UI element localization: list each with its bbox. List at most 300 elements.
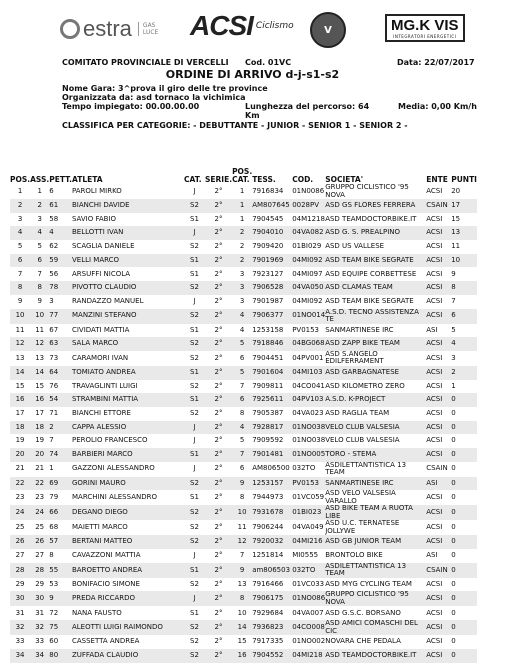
cell-atleta: BIANCHI ETTORE	[71, 409, 131, 418]
cell-pos-cat: 6	[239, 464, 245, 473]
cell-pos: 26	[10, 535, 30, 549]
cell-ente: ACSI	[426, 421, 451, 435]
cell-cat: S1	[190, 325, 199, 334]
cell-pos-cat: 8	[239, 409, 245, 418]
cell-pos-cat: 9	[232, 563, 252, 578]
club-crest-logo: V	[310, 12, 346, 48]
cell-ass: 19	[35, 436, 45, 445]
cell-tess: 7906175	[252, 591, 292, 606]
cell-serie: 2°	[205, 254, 232, 268]
cell-punti: 0	[451, 579, 456, 588]
table-row	[10, 281, 477, 295]
cell-ass: 23	[35, 493, 45, 502]
cell-cod: 04MI092	[292, 296, 323, 305]
cell-cat: S2	[190, 637, 199, 646]
table-row	[10, 324, 477, 338]
mgk-vis-logo: MG.K VIS INTEGRATORI ENERGETICI	[385, 14, 465, 42]
cell-ass: 13	[35, 353, 45, 362]
cell-cod: 01VC059	[292, 493, 325, 502]
cell-cat: S2	[184, 199, 205, 213]
cell-pos-cat: 3	[232, 281, 252, 295]
col-pett: PETT.	[49, 175, 72, 184]
cell-atleta: BELLOTTI IVAN	[72, 226, 184, 240]
cell-cod: 01NO038	[292, 421, 325, 435]
table-row	[10, 448, 477, 462]
cell-pos-cat: 8	[232, 591, 252, 606]
cell-cat: J	[193, 436, 196, 445]
cell-pos: 5	[17, 242, 23, 251]
cell-cat: S1	[184, 366, 205, 380]
results-table	[10, 168, 477, 663]
cell-atleta: STRAMBINI MATTIA	[72, 393, 184, 407]
cell-tess: am806503	[252, 563, 292, 578]
col-serie: SERIE.	[204, 175, 233, 184]
cell-pett: 2	[49, 421, 72, 435]
cell-serie: 2°	[214, 436, 223, 445]
cell-pett: 67	[49, 325, 59, 334]
cell-cat: S2	[184, 620, 205, 635]
cell-atleta: CIVIDATI MATTIA	[71, 325, 130, 334]
cell-pos: 8	[10, 281, 30, 295]
cell-cat: S2	[184, 477, 205, 491]
cell-ass: 27	[35, 551, 45, 560]
cell-pett: 71	[49, 409, 59, 418]
cell-ente: ACSI	[426, 393, 451, 407]
cell-pos-cat: 5	[232, 366, 252, 380]
cell-cat: S1	[184, 448, 205, 462]
cell-punti: 0	[451, 591, 477, 606]
cell-societa: VELO CLUB VALSESIA	[325, 436, 400, 445]
cell-serie: 2°	[214, 608, 223, 617]
cell-ente: CSAIN	[426, 199, 451, 213]
cell-punti: 0	[451, 620, 477, 635]
cell-pos-cat: 15	[237, 637, 247, 646]
cell-atleta: SALA MARCO	[72, 337, 184, 351]
cell-cod: 01NO086	[292, 591, 325, 606]
cell-cod: 01BI029	[292, 242, 322, 251]
cell-serie: 2°	[214, 493, 223, 502]
cell-cod: 04MI103	[292, 366, 325, 380]
cell-atleta: BIANCHI DAVIDE	[72, 199, 184, 213]
cell-cod: 04VA007	[292, 608, 324, 617]
cell-tess: 7944973	[252, 493, 284, 502]
cell-pos: 11	[15, 325, 25, 334]
cell-punti: 0	[451, 637, 456, 646]
cell-ass: 9	[37, 296, 42, 305]
cell-serie: 2°	[214, 637, 223, 646]
cell-pos-cat: 13	[237, 579, 247, 588]
cell-pos-cat: 5	[239, 436, 245, 445]
cell-atleta: SAVIO FABIO	[71, 214, 117, 223]
cell-punti: 0	[451, 649, 477, 663]
cell-ente: ACSI	[426, 523, 443, 532]
cell-cod: 04PV001	[292, 353, 324, 362]
cell-ente: ACSI	[426, 505, 451, 520]
cell-atleta: CASSETTA ANDREA	[71, 637, 140, 646]
table-row	[10, 490, 477, 505]
cell-punti: 0	[451, 477, 477, 491]
cell-cat: S2	[190, 242, 199, 251]
cell-societa: ASD EQUIPE CORBETTESE	[325, 269, 417, 278]
cell-pett: 8	[49, 551, 54, 560]
cell-ente: ACSI	[426, 269, 443, 278]
col-tess: TESS.	[252, 175, 276, 184]
col-punti: PUNTI	[451, 175, 477, 184]
cell-pos-cat: 7	[232, 448, 252, 462]
acsi-logo: ACSI Ciclismo	[190, 10, 294, 41]
cell-cod: 01NO002	[292, 637, 326, 646]
cell-ente: ACSI	[426, 226, 451, 240]
cell-pos-cat: 1	[232, 199, 252, 213]
cell-ente: ACSI	[426, 242, 443, 251]
cell-punti: 17	[451, 199, 477, 213]
cell-tess: 7906528	[252, 281, 292, 295]
cell-tess: 1253158	[252, 325, 284, 334]
table-row	[10, 337, 477, 351]
cell-ente: ACSI	[426, 296, 443, 305]
cell-ente: ACSI	[426, 579, 443, 588]
cell-cod: 04CO041	[292, 381, 325, 390]
cell-ass: 1	[37, 186, 42, 195]
cell-societa: ASD CLAMAS TEAM	[325, 281, 426, 295]
cell-pos-cat: 14	[232, 620, 252, 635]
cell-cat: S2	[190, 353, 199, 362]
cell-serie: 2°	[214, 296, 223, 305]
cell-ente: ASI	[426, 551, 438, 560]
cell-pett: 56	[49, 269, 59, 278]
average-speed: Media: 0,00 Km/h	[398, 102, 477, 111]
cell-pos-cat: 7	[239, 551, 245, 560]
cell-punti: 0	[451, 505, 477, 520]
cell-ente: ACSI	[426, 535, 451, 549]
cell-ente: ACSI	[426, 409, 443, 418]
cell-tess: 7905387	[252, 409, 284, 418]
cell-ass: 7	[37, 269, 42, 278]
table-row	[10, 267, 477, 281]
cell-cat: S2	[184, 309, 205, 324]
cell-ass: 17	[35, 409, 45, 418]
cell-serie: 2°	[214, 214, 223, 223]
cell-atleta: MARCHINI ALESSANDRO	[71, 493, 157, 502]
cell-serie: 2°	[214, 523, 223, 532]
cell-punti: 5	[451, 325, 456, 334]
cell-serie: 2°	[214, 551, 223, 560]
cell-societa: ASD TEAMDOCTORBIKE.IT	[325, 214, 417, 223]
estra-logo: estra GAS LUCE	[60, 16, 158, 42]
cell-ente: ACSI	[426, 254, 451, 268]
cell-tess: 7904545	[252, 214, 284, 223]
cell-cat: S2	[184, 281, 205, 295]
cell-pos: 18	[10, 421, 30, 435]
cell-pos-cat: 16	[232, 649, 252, 663]
cell-pos-cat: 3	[239, 269, 245, 278]
cell-pett: 77	[49, 309, 72, 324]
cell-tess: 1253157	[252, 477, 292, 491]
col-societa: SOCIETA'	[325, 175, 364, 184]
cell-pett: 78	[49, 281, 72, 295]
cell-pos: 32	[10, 620, 30, 635]
cell-ente: CSAIN	[426, 563, 451, 578]
cell-ass: 8	[30, 281, 49, 295]
cell-serie: 2°	[205, 226, 232, 240]
cell-atleta: ALEOTTI LUIGI RAIMONDO	[72, 620, 184, 635]
cell-serie: 2°	[214, 579, 223, 588]
table-row	[10, 295, 477, 309]
cell-ass: 28	[30, 563, 49, 578]
cell-pos: 6	[10, 254, 30, 268]
sponsor-logos	[0, 10, 505, 52]
cell-cod: 032TO	[292, 464, 316, 473]
cell-serie: 2°	[214, 186, 223, 195]
cell-pos: 17	[15, 409, 25, 418]
cell-societa: VELO CLUB VALSESIA	[325, 421, 426, 435]
cell-cat: J	[193, 186, 196, 195]
cell-serie: 2°	[214, 242, 223, 251]
cell-punti: 0	[451, 393, 477, 407]
cell-cod: PV0153	[292, 325, 320, 334]
cell-pett: 66	[49, 505, 72, 520]
cell-tess: 7909592	[252, 436, 284, 445]
cell-tess: 7906377	[252, 309, 292, 324]
cell-pett: 9	[49, 591, 72, 606]
cell-punti: 11	[451, 242, 461, 251]
cell-cat: S2	[190, 579, 199, 588]
cell-pett: 3	[49, 296, 54, 305]
cell-societa: ASD VELO VALSESIA VARALLO	[325, 490, 396, 505]
table-row	[10, 520, 477, 535]
cell-punti: 8	[451, 281, 477, 295]
cell-ass: 5	[37, 242, 42, 251]
cell-pos: 30	[10, 591, 30, 606]
cell-societa: ASD AMICI COMASCHI DEL CIC	[325, 620, 426, 635]
cell-cat: S2	[190, 409, 199, 418]
cell-atleta: CAPPA ALESSIO	[72, 421, 184, 435]
cell-cod: 04PV103	[292, 393, 325, 407]
cell-cat: J	[184, 421, 205, 435]
cell-societa: ASD TEAM BIKE SEGRATE	[325, 296, 414, 305]
cell-societa: ASD G. S. PREALPINO	[325, 226, 426, 240]
committee-code: Cod. 01VC	[245, 58, 292, 67]
table-row	[10, 591, 477, 606]
cell-ente: ASI	[426, 325, 438, 334]
cell-ente: ACSI	[426, 637, 443, 646]
col-cod: COD.	[292, 175, 314, 184]
cell-ente: CSAIN	[426, 464, 448, 473]
cell-pos-cat: 2	[232, 254, 252, 268]
cell-serie: 2°	[214, 269, 223, 278]
cell-pos-cat: 9	[232, 477, 252, 491]
col-ente: ENTE	[426, 175, 448, 184]
cell-serie: 2°	[205, 563, 232, 578]
estra-ring-icon	[60, 19, 80, 39]
cell-cat: J	[184, 226, 205, 240]
cell-tess: 1251814	[252, 551, 284, 560]
cell-pett: 57	[49, 535, 72, 549]
committee-name: COMITATO PROVINCIALE DI VERCELLI	[62, 58, 229, 67]
cell-punti: 0	[451, 409, 456, 418]
cell-cat: S1	[184, 563, 205, 578]
cell-ass: 25	[35, 523, 45, 532]
cell-ass: 32	[30, 620, 49, 635]
cell-cod: 01BI023	[292, 505, 325, 520]
col-atleta: ATLETA	[71, 175, 103, 184]
table-row	[10, 309, 477, 324]
cell-societa: ASD G.S.C. BORSANO	[325, 608, 401, 617]
cell-cat: S1	[190, 493, 199, 502]
cell-pos: 3	[17, 214, 23, 223]
cell-cod: 01N0086	[292, 186, 325, 195]
cell-pos: 14	[10, 366, 30, 380]
cell-ass: 18	[30, 421, 49, 435]
cell-pett: 4	[49, 226, 72, 240]
cell-atleta: CAVAZZONI MATTIA	[71, 551, 141, 560]
cell-pett: 74	[49, 448, 72, 462]
cell-pett: 55	[49, 563, 72, 578]
cell-societa: ASDILETTANTISTICA 13 TEAM	[325, 461, 407, 477]
cell-atleta: GAZZONI ALESSANDRO	[71, 464, 155, 473]
cell-societa: SANMARTINESE IRC	[325, 477, 426, 491]
cell-ente: ACSI	[426, 381, 443, 390]
cell-pos-cat: 4	[232, 309, 252, 324]
cell-societa: ASD GB JUNIOR TEAM	[325, 535, 426, 549]
cell-atleta: MAIETTI MARCO	[71, 523, 128, 532]
cell-societa: A.S.D. K-PROJECT	[325, 393, 426, 407]
col-ass: ASS.	[30, 175, 50, 184]
cell-pos: 21	[15, 464, 25, 473]
cell-serie: 2°	[214, 325, 223, 334]
cell-societa: ASD MYG CYCLING TEAM	[325, 579, 412, 588]
cell-tess: 7904010	[252, 226, 292, 240]
table-row	[10, 635, 477, 649]
cell-serie: 2°	[205, 309, 232, 324]
cell-ass: 24	[30, 505, 49, 520]
cell-cat: S2	[184, 535, 205, 549]
cell-punti: 2	[451, 366, 477, 380]
cell-serie: 2°	[205, 199, 232, 213]
cell-ass: 3	[37, 214, 42, 223]
cell-ente: ACSI	[426, 337, 451, 351]
cell-cat: J	[184, 591, 205, 606]
cell-atleta: ZUFFADA CLAUDIO	[72, 649, 184, 663]
cell-ente: ASI	[426, 477, 451, 491]
cell-societa: ASD KILOMETRO ZERO	[325, 381, 405, 390]
table-row	[10, 184, 477, 199]
cell-tess: 7916834	[252, 186, 284, 195]
cell-pos: 27	[15, 551, 25, 560]
cell-tess: AM807645	[252, 199, 292, 213]
cell-pos-cat: 6	[239, 353, 245, 362]
cell-serie: 2°	[214, 409, 223, 418]
cell-societa: ASD ZAPP BIKE TEAM	[325, 337, 426, 351]
cell-cat: J	[193, 464, 196, 473]
cell-punti: 0	[451, 551, 456, 560]
table-row	[10, 380, 477, 394]
cell-ente: ACSI	[426, 309, 451, 324]
cell-pett: 1	[49, 464, 54, 473]
cell-pos-cat: 5	[232, 337, 252, 351]
cell-cod: 04VA082	[292, 226, 325, 240]
cell-pett: 7	[49, 436, 54, 445]
cell-pett: 59	[49, 254, 72, 268]
page-title: ORDINE DI ARRIVO d-j-s1-s2	[165, 68, 340, 81]
cell-cod: 04VA050	[292, 281, 325, 295]
cell-tess: 7931678	[252, 505, 292, 520]
cell-cat: S1	[190, 214, 199, 223]
cell-pett: 63	[49, 337, 72, 351]
cell-pett: 79	[49, 493, 59, 502]
cell-ass: 11	[35, 325, 45, 334]
cell-pett: 62	[49, 242, 59, 251]
cell-ass: 31	[35, 608, 45, 617]
cell-societa: ASDILETTANTISTICA 13 TEAM	[325, 563, 426, 578]
cell-ass: 20	[30, 448, 49, 462]
cell-atleta: NANA FAUSTO	[71, 608, 122, 617]
col-cat: CAT.	[183, 175, 202, 184]
cell-atleta: GORINI MAURO	[72, 477, 184, 491]
cell-ente: ACSI	[426, 591, 451, 606]
table-row	[10, 606, 477, 620]
cell-serie: 2°	[205, 366, 232, 380]
cell-atleta: SCAGLIA DANIELE	[71, 242, 135, 251]
cell-ente: ACSI	[426, 353, 443, 362]
cell-cat: S1	[184, 254, 205, 268]
table-row	[10, 199, 477, 213]
cell-atleta: TOMIATO ANDREA	[72, 366, 184, 380]
table-row	[10, 434, 477, 448]
cell-pos-cat: 7	[239, 381, 245, 390]
cell-cod: 04CO008	[292, 620, 325, 635]
cell-tess: 7909811	[252, 381, 284, 390]
cell-tess: 7925611	[252, 393, 292, 407]
cell-pos: 19	[15, 436, 25, 445]
cell-ass: 16	[30, 393, 49, 407]
cell-atleta: BARBIERI MARCO	[72, 448, 184, 462]
cell-pett: 73	[49, 353, 59, 362]
cell-serie: 2°	[205, 281, 232, 295]
cell-pos: 4	[10, 226, 30, 240]
cell-societa: GRUPPO CICLISTICO '95 NOVA	[325, 184, 409, 199]
cell-societa: A.S.D. TECNO ASSISTENZA TE	[325, 309, 426, 324]
cell-cod: 032TO	[292, 563, 325, 578]
cell-ente: ACSI	[426, 214, 443, 223]
cell-pos: 10	[10, 309, 30, 324]
cell-pos: 15	[15, 381, 25, 390]
cell-serie: 2°	[205, 337, 232, 351]
cell-atleta: ARSUFFI NICOLA	[71, 269, 131, 278]
cell-cat: S1	[190, 608, 199, 617]
cell-atleta: TRAVAGLINTI LUIGI	[71, 381, 138, 390]
cell-cod: 01VC033	[292, 579, 325, 588]
cell-punti: 3	[451, 353, 456, 362]
cell-punti: 0	[451, 421, 477, 435]
table-row	[10, 393, 477, 407]
table-row	[10, 462, 477, 477]
cell-cod: 04MI097	[292, 269, 323, 278]
cell-cod: 04MI092	[292, 254, 325, 268]
route-length: Lunghezza del percorso: 64	[245, 102, 370, 111]
cell-serie: 2°	[205, 393, 232, 407]
cell-ass: 4	[30, 226, 49, 240]
cell-atleta: BONIFACIO SIMONE	[71, 579, 140, 588]
cell-cod: 04VA023	[292, 409, 324, 418]
table-row	[10, 477, 477, 491]
cell-atleta: BAROETTO ANDREA	[72, 563, 184, 578]
cell-serie: 2°	[205, 448, 232, 462]
cell-punti: 7	[451, 296, 456, 305]
cell-punti: 0	[451, 563, 477, 578]
cell-atleta: PIVOTTO CLAUDIO	[72, 281, 184, 295]
cell-pett: 60	[49, 637, 59, 646]
